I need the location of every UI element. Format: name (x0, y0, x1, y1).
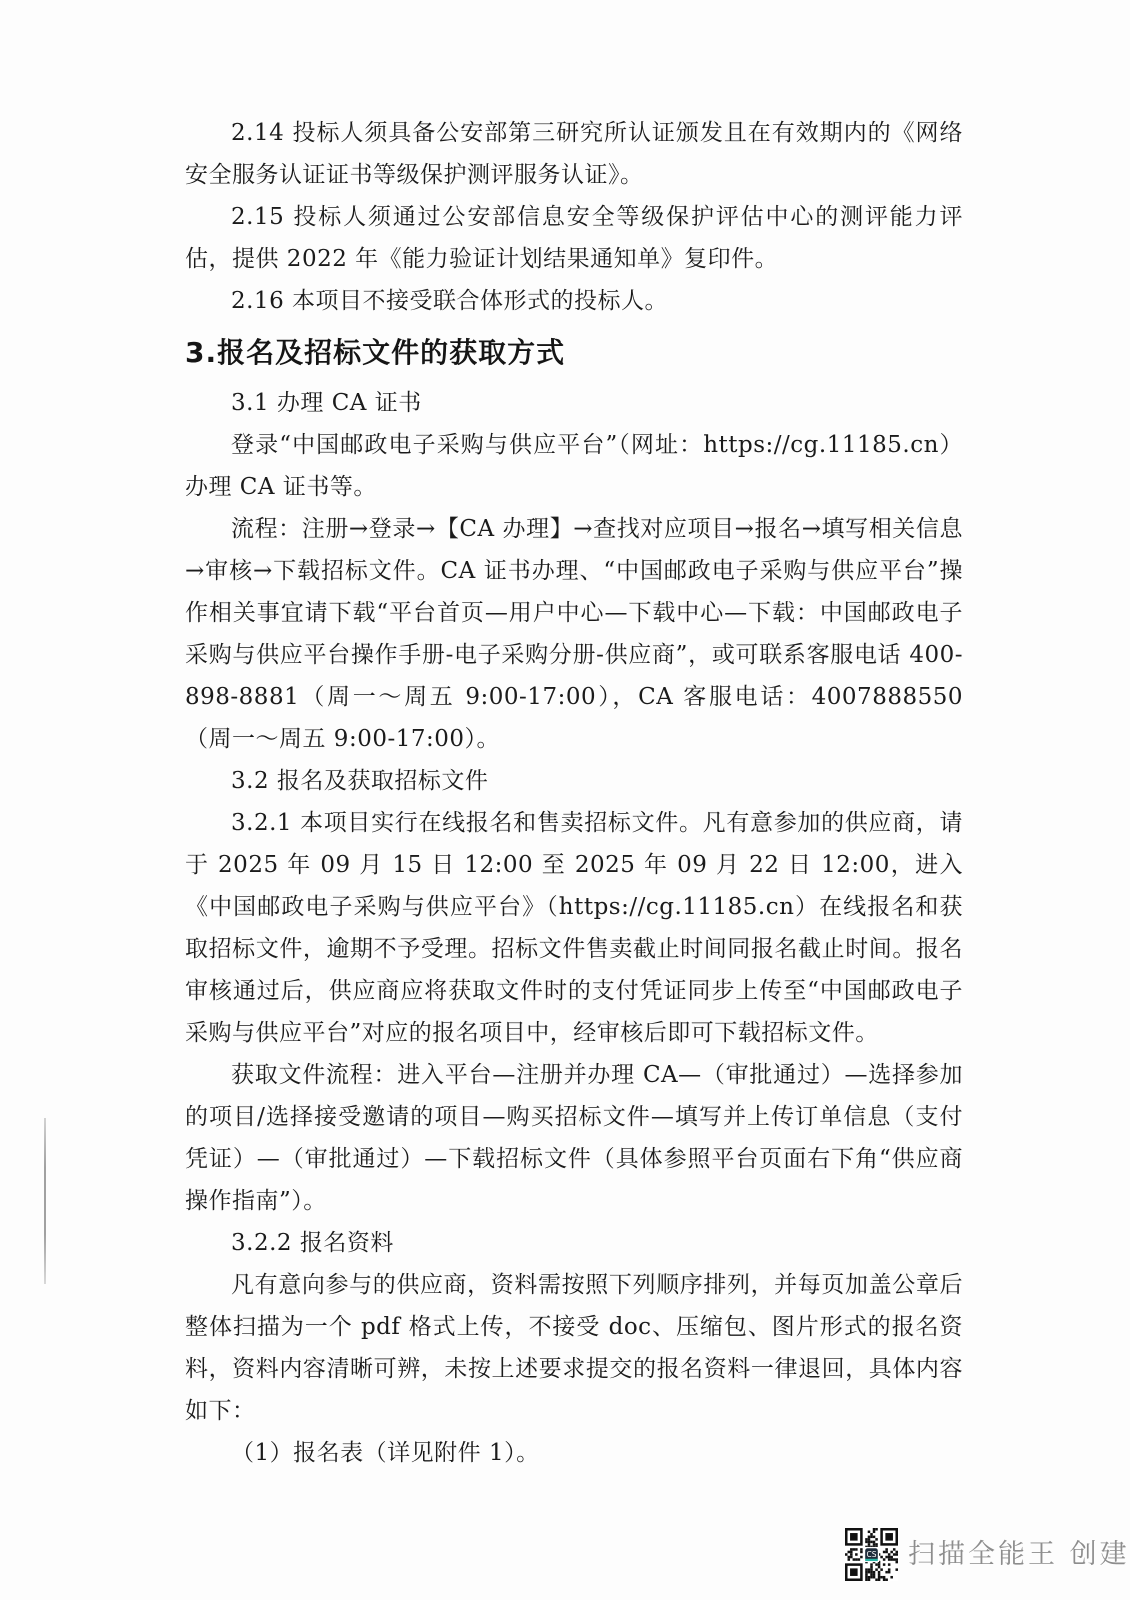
paragraph-3-2-1-flow: 获取文件流程：进入平台—注册并办理 CA—（审批通过）—选择参加的项目/选择接受邀请的项目—购买招标文件—填写并上传订单信息（支付凭证）—（审批通过）—下载招标文件（具体参照平台页面右下角“供应商操作指南”）。 (185, 1062, 963, 1214)
svg-text:CS: CS (866, 1549, 877, 1559)
paragraph-3-1-login: 登录“中国邮政电子采购与供应平台”（网址：https://cg.11185.cn）办理 CA 证书等。 (185, 432, 963, 500)
paragraph-2-14: 2.14 投标人须具备公安部第三研究所认证颁发且在有效期内的《网络安全服务认证证书等级保护测评服务认证》。 (185, 120, 963, 188)
paragraph-3-2-1: 3.2.1 本项目实行在线报名和售卖招标文件。凡有意参加的供应商，请于 2025 年 09 月 15 日 12:00 至 2025 年 09 月 22 日 12:00，进入《中国邮政电子采购与供应平台》（https://cg.11185.cn）在线报名和获取招标文件，逾期不予受理。招标文件售卖截止时间同报名截止时间。报名审核通过后，供应商应将获取文件时的支付凭证同步上传至“中国邮政电子采购与供应平台”对应的报名项目中，经审核后即可下载招标文件。 (185, 810, 963, 1046)
paragraph-3-1-title: 3.1 办理 CA 证书 (231, 390, 422, 416)
qr-code-icon (845, 1528, 898, 1581)
scanner-watermark-footer (845, 1526, 1130, 1582)
paragraph-2-15: 2.15 投标人须通过公安部信息安全等级保护评估中心的测评能力评估，提供 2022 年《能力验证计划结果通知单》复印件。 (185, 204, 963, 272)
watermark-text: 扫描全能王 创建 (908, 1538, 1130, 1570)
paragraph-3-2-2-title: 3.2.2 报名资料 (231, 1230, 394, 1256)
scan-artifact-line (44, 1118, 46, 1284)
document-body (185, 112, 963, 1474)
paragraph-3-2-2-item1: （1）报名表（详见附件 1）。 (231, 1440, 540, 1466)
paragraph-3-2-title: 3.2 报名及获取招标文件 (231, 768, 489, 794)
paragraph-3-1-flow: 流程：注册→登录→【CA 办理】→查找对应项目→报名→填写相关信息→审核→下载招标文件。CA 证书办理、“中国邮政电子采购与供应平台”操作相关事宜请下载“平台首页—用户中心—下载中心—下载：中国邮政电子采购与供应平台操作手册-电子采购分册-供应商”，或可联系客服电话 400-898-8881（周一～周五 9:00-17:00），CA 客服电话：4007888550 （周一～周五 9:00-17:00）。 (185, 516, 963, 752)
paragraph-3-2-2-body: 凡有意向参与的供应商，资料需按照下列顺序排列，并每页加盖公章后整体扫描为一个 pdf 格式上传，不接受 doc、压缩包、图片形式的报名资料，资料内容清晰可辨，未按上述要求提交的报名资料一律退回，具体内容如下： (185, 1272, 963, 1424)
paragraph-2-16: 2.16 本项目不接受联合体形式的投标人。 (231, 288, 669, 314)
section-3-heading: 3.报名及招标文件的获取方式 (185, 336, 566, 369)
